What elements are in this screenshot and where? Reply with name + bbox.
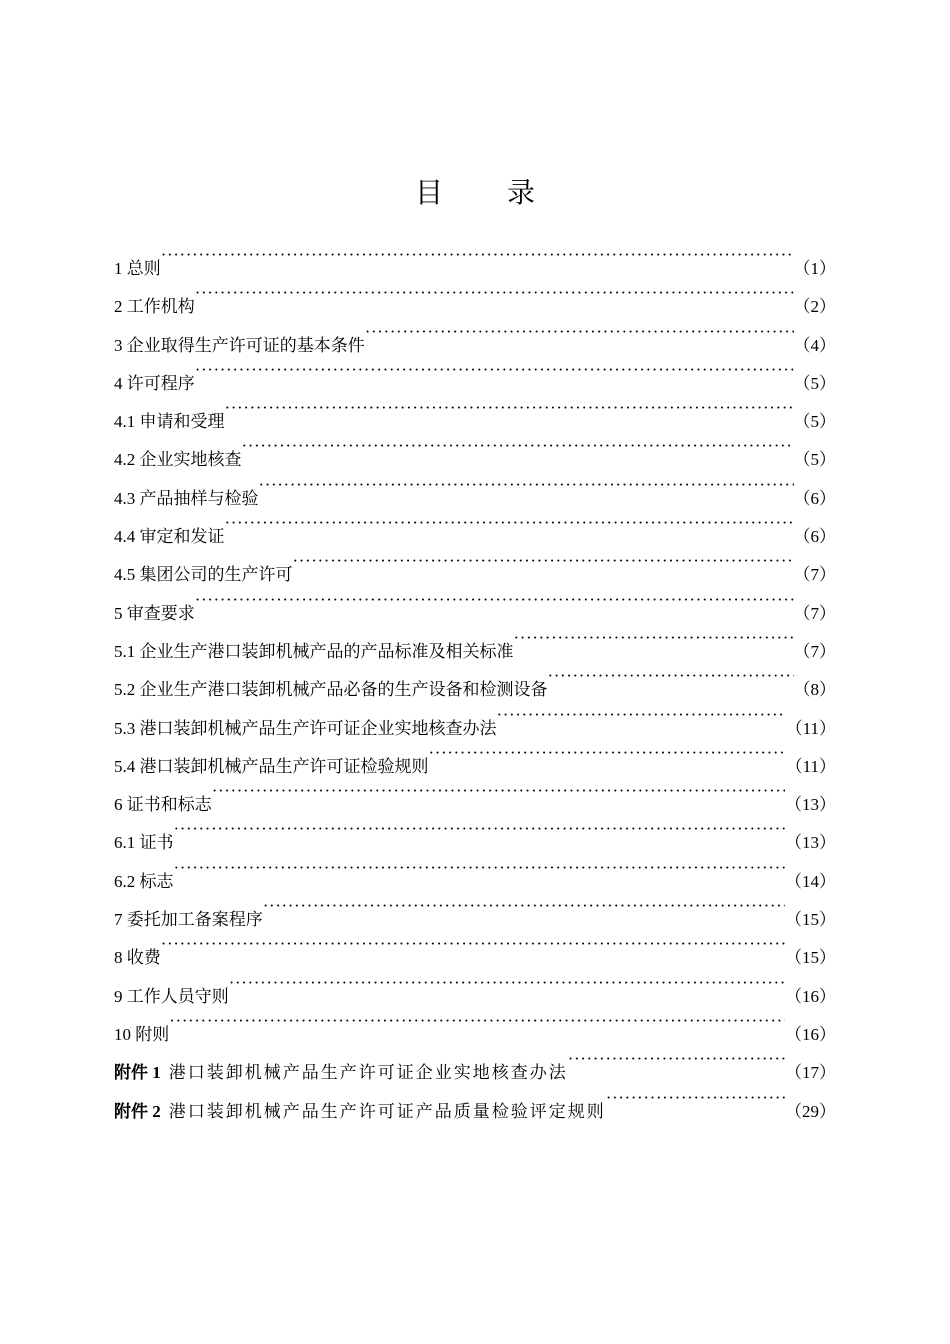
toc-entry-label: 4.5 集团公司的生产许可 xyxy=(114,565,293,585)
toc-entry-label: 8 收费 xyxy=(114,948,161,968)
toc-entry-label: 9 工作人员守则 xyxy=(114,986,229,1006)
toc-leader-dots xyxy=(225,504,794,542)
toc-leader-dots xyxy=(497,696,786,734)
title-char-2: 录 xyxy=(507,175,536,209)
toc-entry-label: 1 总则 xyxy=(114,259,161,278)
toc-entry-page: （14） xyxy=(785,871,836,891)
toc-leader-dots xyxy=(161,925,785,963)
toc-entry-label: 4.3 产品抽样与检验 xyxy=(114,488,259,508)
toc-entry[interactable] xyxy=(114,389,836,432)
toc-appendix-label xyxy=(114,1093,606,1131)
toc-entry-page: （16） xyxy=(785,1024,836,1044)
toc-entry-label: 5.1 企业生产港口装卸机械产品的产品标准及相关标准 xyxy=(114,641,514,661)
toc-entry-label: 4.4 审定和发证 xyxy=(114,527,225,547)
toc-entry-page: （16） xyxy=(785,986,836,1006)
toc-entry-page: （5） xyxy=(793,373,836,393)
toc-entry-label: 5.2 企业生产港口装卸机械产品必备的生产设备和检测设备 xyxy=(114,680,548,700)
toc-entry-page: （5） xyxy=(793,450,836,470)
toc-leader-dots xyxy=(229,964,785,1002)
toc-entry-page: （11） xyxy=(785,718,836,738)
toc-entry-label: 6.1 证书 xyxy=(114,833,174,853)
toc-entry[interactable] xyxy=(114,849,836,891)
toc-leader-dots xyxy=(169,1002,785,1040)
toc-entry-label: 4.2 企业实地核查 xyxy=(114,450,242,470)
toc-entry-label: 5 审查要求 xyxy=(114,603,195,623)
toc-leader-dots xyxy=(293,542,794,580)
toc-leader-dots xyxy=(568,1040,785,1078)
toc-leader-dots xyxy=(548,657,794,695)
toc-entry-label: 4 许可程序 xyxy=(114,373,195,393)
toc-entry-label: 4.1 申请和受理 xyxy=(114,412,225,432)
toc-appendix-entry[interactable] xyxy=(114,1040,836,1083)
toc-entry-page: （7） xyxy=(793,641,836,661)
toc-leader-dots xyxy=(365,313,794,351)
toc-entry-page: （17） xyxy=(785,1063,836,1083)
toc-entry[interactable] xyxy=(114,964,836,1006)
toc-entry-page: （6） xyxy=(793,488,836,508)
toc-entry-page: （29） xyxy=(785,1101,836,1121)
toc-entry[interactable] xyxy=(114,619,836,661)
toc-leader-dots xyxy=(242,427,794,465)
toc-entry-page: （2） xyxy=(793,297,836,317)
toc-entry-page: （5） xyxy=(793,412,836,432)
toc-leader-dots xyxy=(174,849,786,887)
appendix-prefix: 附件 1 xyxy=(114,1063,161,1083)
toc-entry-page: （13） xyxy=(785,795,836,815)
page-title xyxy=(0,171,950,211)
toc-entry-page: （11） xyxy=(785,756,836,776)
toc-entry[interactable] xyxy=(114,313,836,355)
toc-leader-dots xyxy=(259,466,794,504)
toc-entry-label: 7 委托加工备案程序 xyxy=(114,910,263,930)
toc-entry[interactable] xyxy=(114,236,836,278)
toc-appendix-label xyxy=(114,1054,568,1092)
toc-entry-page: （4） xyxy=(793,335,836,355)
appendix-title: 港口装卸机械产品生产许可证产品质量检验评定规则 xyxy=(168,1101,606,1121)
toc-entry[interactable] xyxy=(114,351,836,393)
appendix-title: 港口装卸机械产品生产许可证企业实地核查办法 xyxy=(168,1063,568,1083)
toc-leader-dots xyxy=(606,1079,785,1117)
toc-leader-dots xyxy=(161,236,794,274)
toc-entry-label: 6.2 标志 xyxy=(114,871,174,891)
toc-entry-label: 5.3 港口装卸机械产品生产许可证企业实地核查办法 xyxy=(114,718,497,738)
toc-entry[interactable] xyxy=(114,274,836,317)
toc-entry-page: （7） xyxy=(793,565,836,585)
toc-leader-dots xyxy=(429,734,786,772)
toc-entry[interactable] xyxy=(114,1002,836,1044)
toc-entry-page: （8） xyxy=(793,680,836,700)
toc-entry[interactable] xyxy=(114,810,836,853)
appendix-prefix: 附件 2 xyxy=(114,1101,161,1121)
toc-leader-dots xyxy=(174,810,786,848)
toc-entry-page: （15） xyxy=(785,910,836,930)
table-of-contents xyxy=(114,236,836,1121)
toc-leader-dots xyxy=(195,274,794,312)
toc-entry-label: 6 证书和标志 xyxy=(114,795,212,815)
toc-entry[interactable] xyxy=(114,887,836,930)
toc-leader-dots xyxy=(225,389,794,427)
toc-entry-page: （1） xyxy=(793,259,836,278)
toc-leader-dots xyxy=(195,581,794,619)
toc-entry-page: （15） xyxy=(785,948,836,968)
toc-entry-label: 3 企业取得生产许可证的基本条件 xyxy=(114,335,365,355)
toc-entry-label: 5.4 港口装卸机械产品生产许可证检验规则 xyxy=(114,756,429,776)
toc-entry-page: （7） xyxy=(793,603,836,623)
toc-entry-label: 2 工作机构 xyxy=(114,297,195,317)
toc-leader-dots xyxy=(263,887,785,925)
toc-leader-dots xyxy=(514,619,794,657)
title-char-1: 目 xyxy=(414,175,443,209)
toc-entry[interactable] xyxy=(114,925,836,968)
toc-entry-label: 10 附则 xyxy=(114,1024,170,1044)
toc-entry-page: （13） xyxy=(785,833,836,853)
toc-entry[interactable] xyxy=(114,581,836,623)
toc-leader-dots xyxy=(212,772,785,810)
toc-leader-dots xyxy=(195,351,794,389)
toc-entry-page: （6） xyxy=(793,527,836,547)
toc-entry[interactable] xyxy=(114,772,836,815)
